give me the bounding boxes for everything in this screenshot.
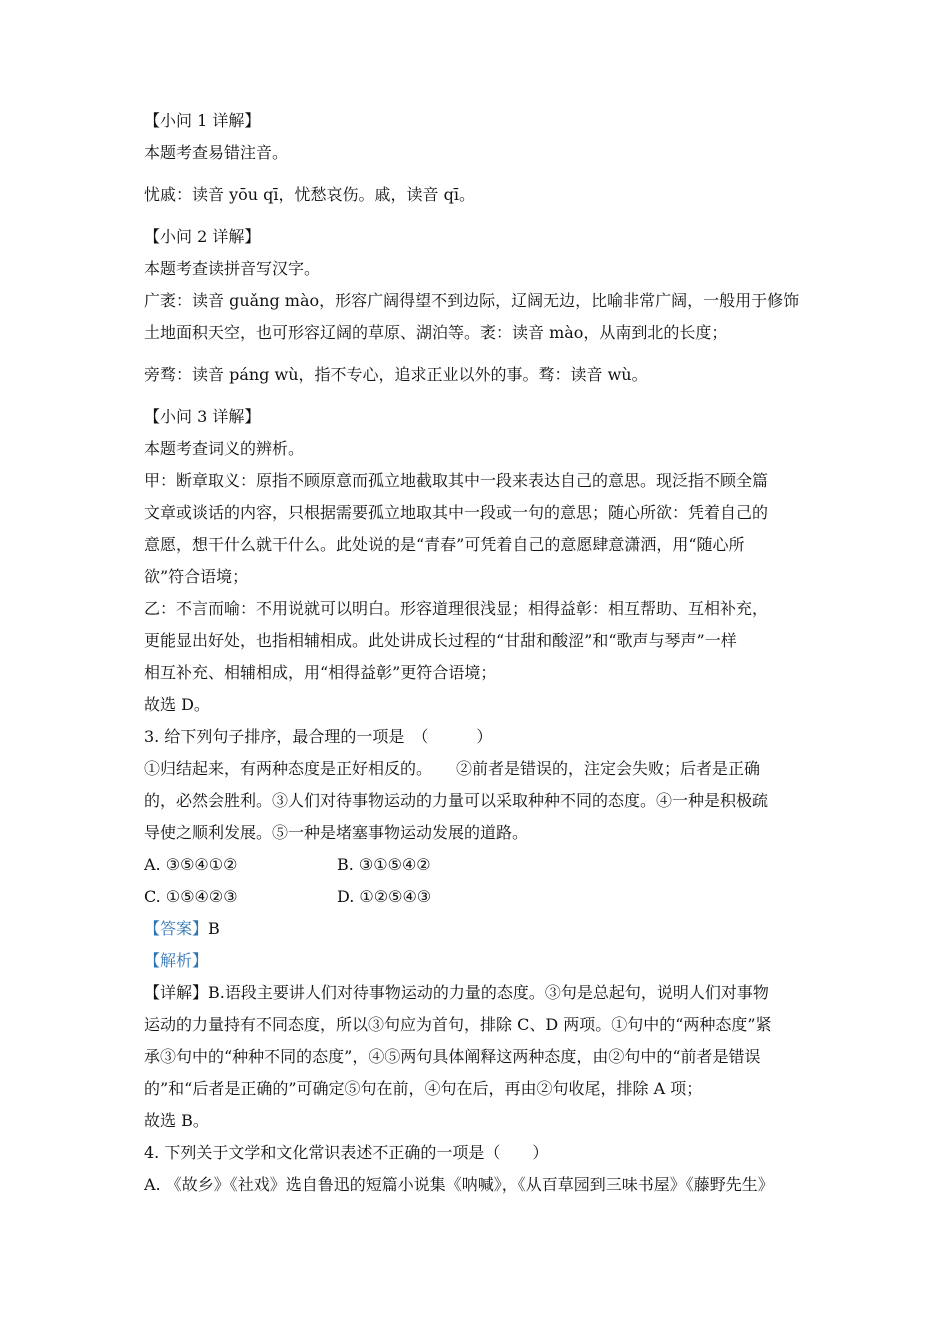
answer-label: 【答案】 xyxy=(144,919,209,938)
question-3-stem: 3. 给下列句子排序，最合理的一项是 （ ） xyxy=(144,727,493,746)
question-3-detail-line-4: 的”和“后者是正确的”可确定⑤句在前，④句在后，再由②句收尾，排除 A 项； xyxy=(144,1079,703,1098)
q2-intro: 本题考查读拼音写汉字。 xyxy=(144,259,321,278)
question-3-detail-line-2: 运动的力量持有不同态度，所以③句应为首句，排除 C、D 两项。①句中的“两种态度”紧 xyxy=(144,1015,772,1034)
q2-line-2: 土地面积天空，也可形容辽阔的草原、湖泊等。袤：读音 mào，从南到北的长度； xyxy=(144,323,728,342)
q1-line-1: 忧戚：读音 yōu qī，忧愁哀伤。戚，读音 qī。 xyxy=(144,185,475,204)
question-4-option-a: A. 《故乡》《社戏》选自鲁迅的短篇小说集《呐喊》，《从百草园到三味书屋》《藤野先生》 xyxy=(144,1175,774,1194)
q1-intro: 本题考查易错注音。 xyxy=(144,143,289,162)
q3-yi-line-3: 相互补充、相辅相成，用“相得益彰”更符合语境； xyxy=(144,663,497,682)
question-3-sentence-line-1: ①归结起来，有两种态度是正好相反的。 ②前者是错误的，注定会失败；后者是正确 xyxy=(144,759,761,778)
q2-line-1: 广袤：读音 guǎng mào，形容广阔得望不到边际，辽阔无边，比喻非常广阔，一般用于修饰 xyxy=(144,291,800,310)
question-3-option-a: A. ③⑤④①② xyxy=(144,855,238,874)
q3-heading: 【小问 3 详解】 xyxy=(144,407,261,426)
question-3-option-b: B. ③①⑤④② xyxy=(337,855,431,874)
q3-conclusion: 故选 D。 xyxy=(144,695,210,714)
question-3-detail-line-1 xyxy=(144,982,824,1004)
q3-jia-line-2: 文章或谈话的内容，只根据需要孤立地取其中一段或一句的意思；随心所欲：凭着自己的 xyxy=(144,503,769,522)
q2-heading: 【小问 2 详解】 xyxy=(144,227,261,246)
question-3-option-c: C. ①⑤④②③ xyxy=(144,887,238,906)
q3-jia-line-4: 欲”符合语境； xyxy=(144,567,249,586)
question-3-options-row-1 xyxy=(144,854,824,876)
analysis-label: 【解析】 xyxy=(144,951,209,970)
q3-jia-line-1: 甲：断章取义：原指不顾原意而孤立地截取其中一段来表达自己的意思。现泛指不顾全篇 xyxy=(144,471,769,490)
detail-label: 【详解】 xyxy=(144,983,209,1002)
answer-value: B xyxy=(208,919,220,938)
question-3-answer xyxy=(144,918,824,940)
question-4-stem: 4. 下列关于文学和文化常识表述不正确的一项是（ ） xyxy=(144,1143,549,1162)
question-3-options-row-2 xyxy=(144,886,824,908)
document-page xyxy=(144,110,824,1196)
q1-heading: 【小问 1 详解】 xyxy=(144,111,261,130)
question-3-conclusion: 故选 B。 xyxy=(144,1111,209,1130)
q3-intro: 本题考查词义的辨析。 xyxy=(144,439,305,458)
q3-yi-line-1: 乙：不言而喻：不用说就可以明白。形容道理很浅显；相得益彰：相互帮助、互相补充， xyxy=(144,599,769,618)
question-3-detail-line-3: 承③句中的“种种不同的态度”，④⑤两句具体阐释这两种态度，由②句中的“前者是错误 xyxy=(144,1047,761,1066)
q3-yi-line-2: 更能显出好处，也指相辅相成。此处讲成长过程的“甘甜和酸涩”和“歌声与琴声”一样 xyxy=(144,631,737,650)
question-3-sentence-line-3: 导使之顺利发展。⑤一种是堵塞事物运动发展的道路。 xyxy=(144,823,529,842)
question-3-option-d: D. ①②⑤④③ xyxy=(337,887,432,906)
question-3-sentence-line-2: 的，必然会胜利。③人们对待事物运动的力量可以采取种种不同的态度。④一种是积极疏 xyxy=(144,791,769,810)
q2-line-3: 旁骛：读音 páng wù，指不专心，追求正业以外的事。骛：读音 wù。 xyxy=(144,365,648,384)
q3-jia-line-3: 意愿，想干什么就干什么。此处说的是“青春”可凭着自己的意愿肆意潇洒，用“随心所 xyxy=(144,535,745,554)
detail-text-1: B.语段主要讲人们对待事物运动的力量的态度。③句是总起句，说明人们对事物 xyxy=(208,983,769,1002)
